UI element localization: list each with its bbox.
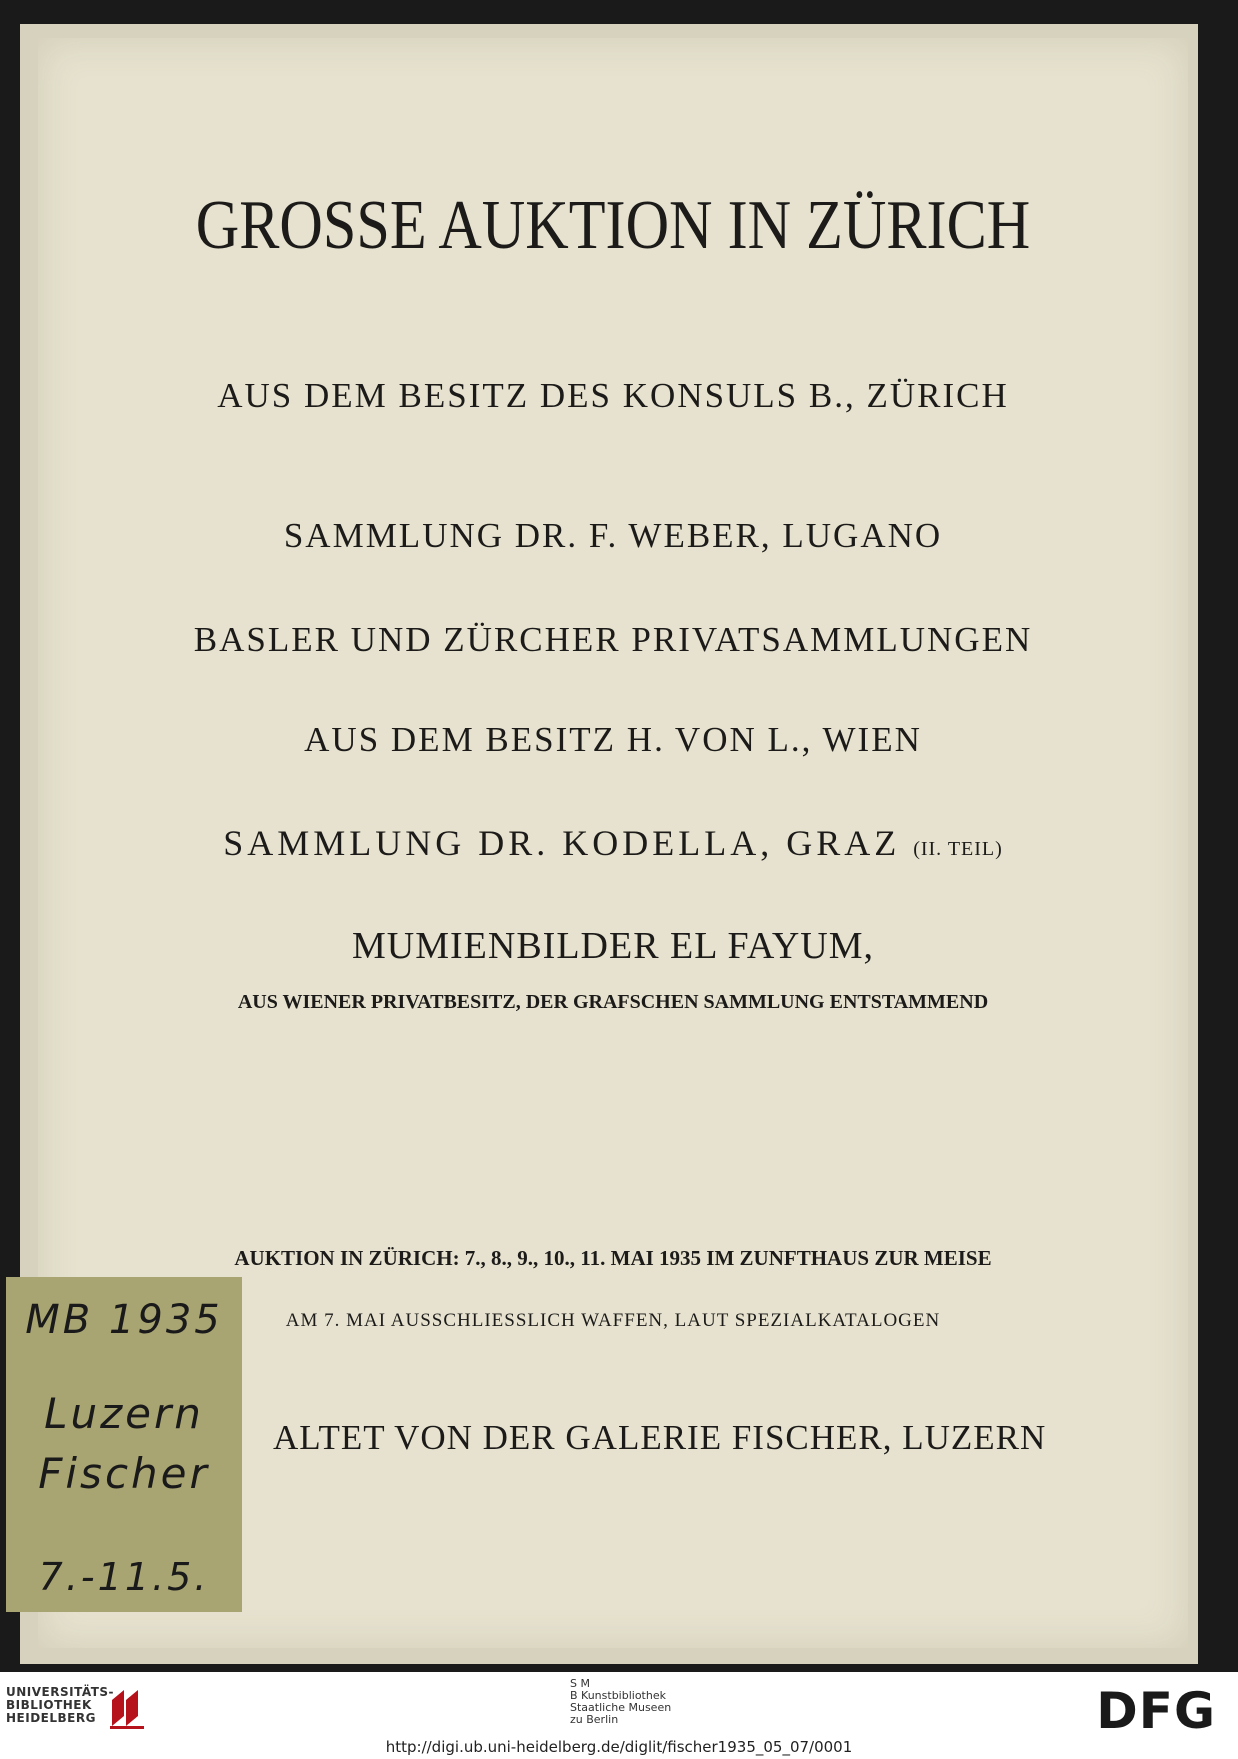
collection-line-kodella bbox=[38, 822, 1188, 864]
university-name-line: UNIVERSITÄTS- bbox=[6, 1685, 115, 1699]
kodella-part: (II. TEIL) bbox=[913, 838, 1003, 860]
university-name-line: HEIDELBERG bbox=[6, 1711, 96, 1725]
collection-line-4: AUS DEM BESITZ H. VON L., WIEN bbox=[304, 720, 922, 759]
mummy-portraits-subtitle: AUS WIENER PRIVATBESITZ, DER GRAFSCHEN SAMMLUNG ENTSTAMMEND bbox=[237, 991, 989, 1013]
organizer-line: ALTET VON DER GALERIE FISCHER, LUZERN bbox=[273, 1418, 1047, 1457]
label-line-3: Fischer bbox=[38, 1449, 210, 1498]
dfg-logo: DFG bbox=[1096, 1682, 1216, 1740]
smb-line: zu Berlin bbox=[570, 1713, 619, 1726]
kodella-main: SAMMLUNG DR. KODELLA, GRAZ bbox=[223, 823, 914, 863]
collection-line-3: BASLER UND ZÜRCHER PRIVATSAMMLUNGEN bbox=[193, 620, 1033, 659]
label-line-1: MB 1935 bbox=[25, 1297, 223, 1343]
collection-line-1: AUS DEM BESITZ DES KONSULS B., ZÜRICH bbox=[217, 376, 1009, 415]
smb-line: S M bbox=[570, 1677, 590, 1690]
university-name-line: BIBLIOTHEK bbox=[6, 1698, 92, 1712]
collection-line-2: SAMMLUNG DR. F. WEBER, LUGANO bbox=[283, 516, 943, 555]
smb-line: B Kunstbibliothek bbox=[570, 1689, 666, 1702]
weapons-note: AM 7. MAI AUSSCHLIESSLICH WAFFEN, LAUT SPEZIALKATALOGEN bbox=[285, 1310, 941, 1331]
auction-dates: AUKTION IN ZÜRICH: 7., 8., 9., 10., 11. MAI 1935 IM ZUNFTHAUS ZUR MEISE bbox=[234, 1246, 992, 1270]
smb-kunstbibliothek bbox=[570, 1678, 671, 1726]
digitization-footer bbox=[0, 1672, 1238, 1759]
label-line-2: Luzern bbox=[44, 1389, 204, 1438]
university-logo-icon bbox=[108, 1686, 148, 1730]
library-shelf-label bbox=[6, 1277, 242, 1612]
source-url-link[interactable]: http://digi.ub.uni-heidelberg.de/diglit/fischer1935_05_07/0001 bbox=[385, 1738, 853, 1756]
mummy-portraits-heading: MUMIENBILDER EL FAYUM, bbox=[352, 925, 874, 967]
page-title: GROSSE AUKTION IN ZÜRICH bbox=[195, 187, 1031, 264]
university-library-name bbox=[6, 1686, 114, 1725]
smb-line: Staatliche Museen bbox=[570, 1701, 672, 1714]
label-line-4: 7.-11.5. bbox=[38, 1555, 210, 1599]
